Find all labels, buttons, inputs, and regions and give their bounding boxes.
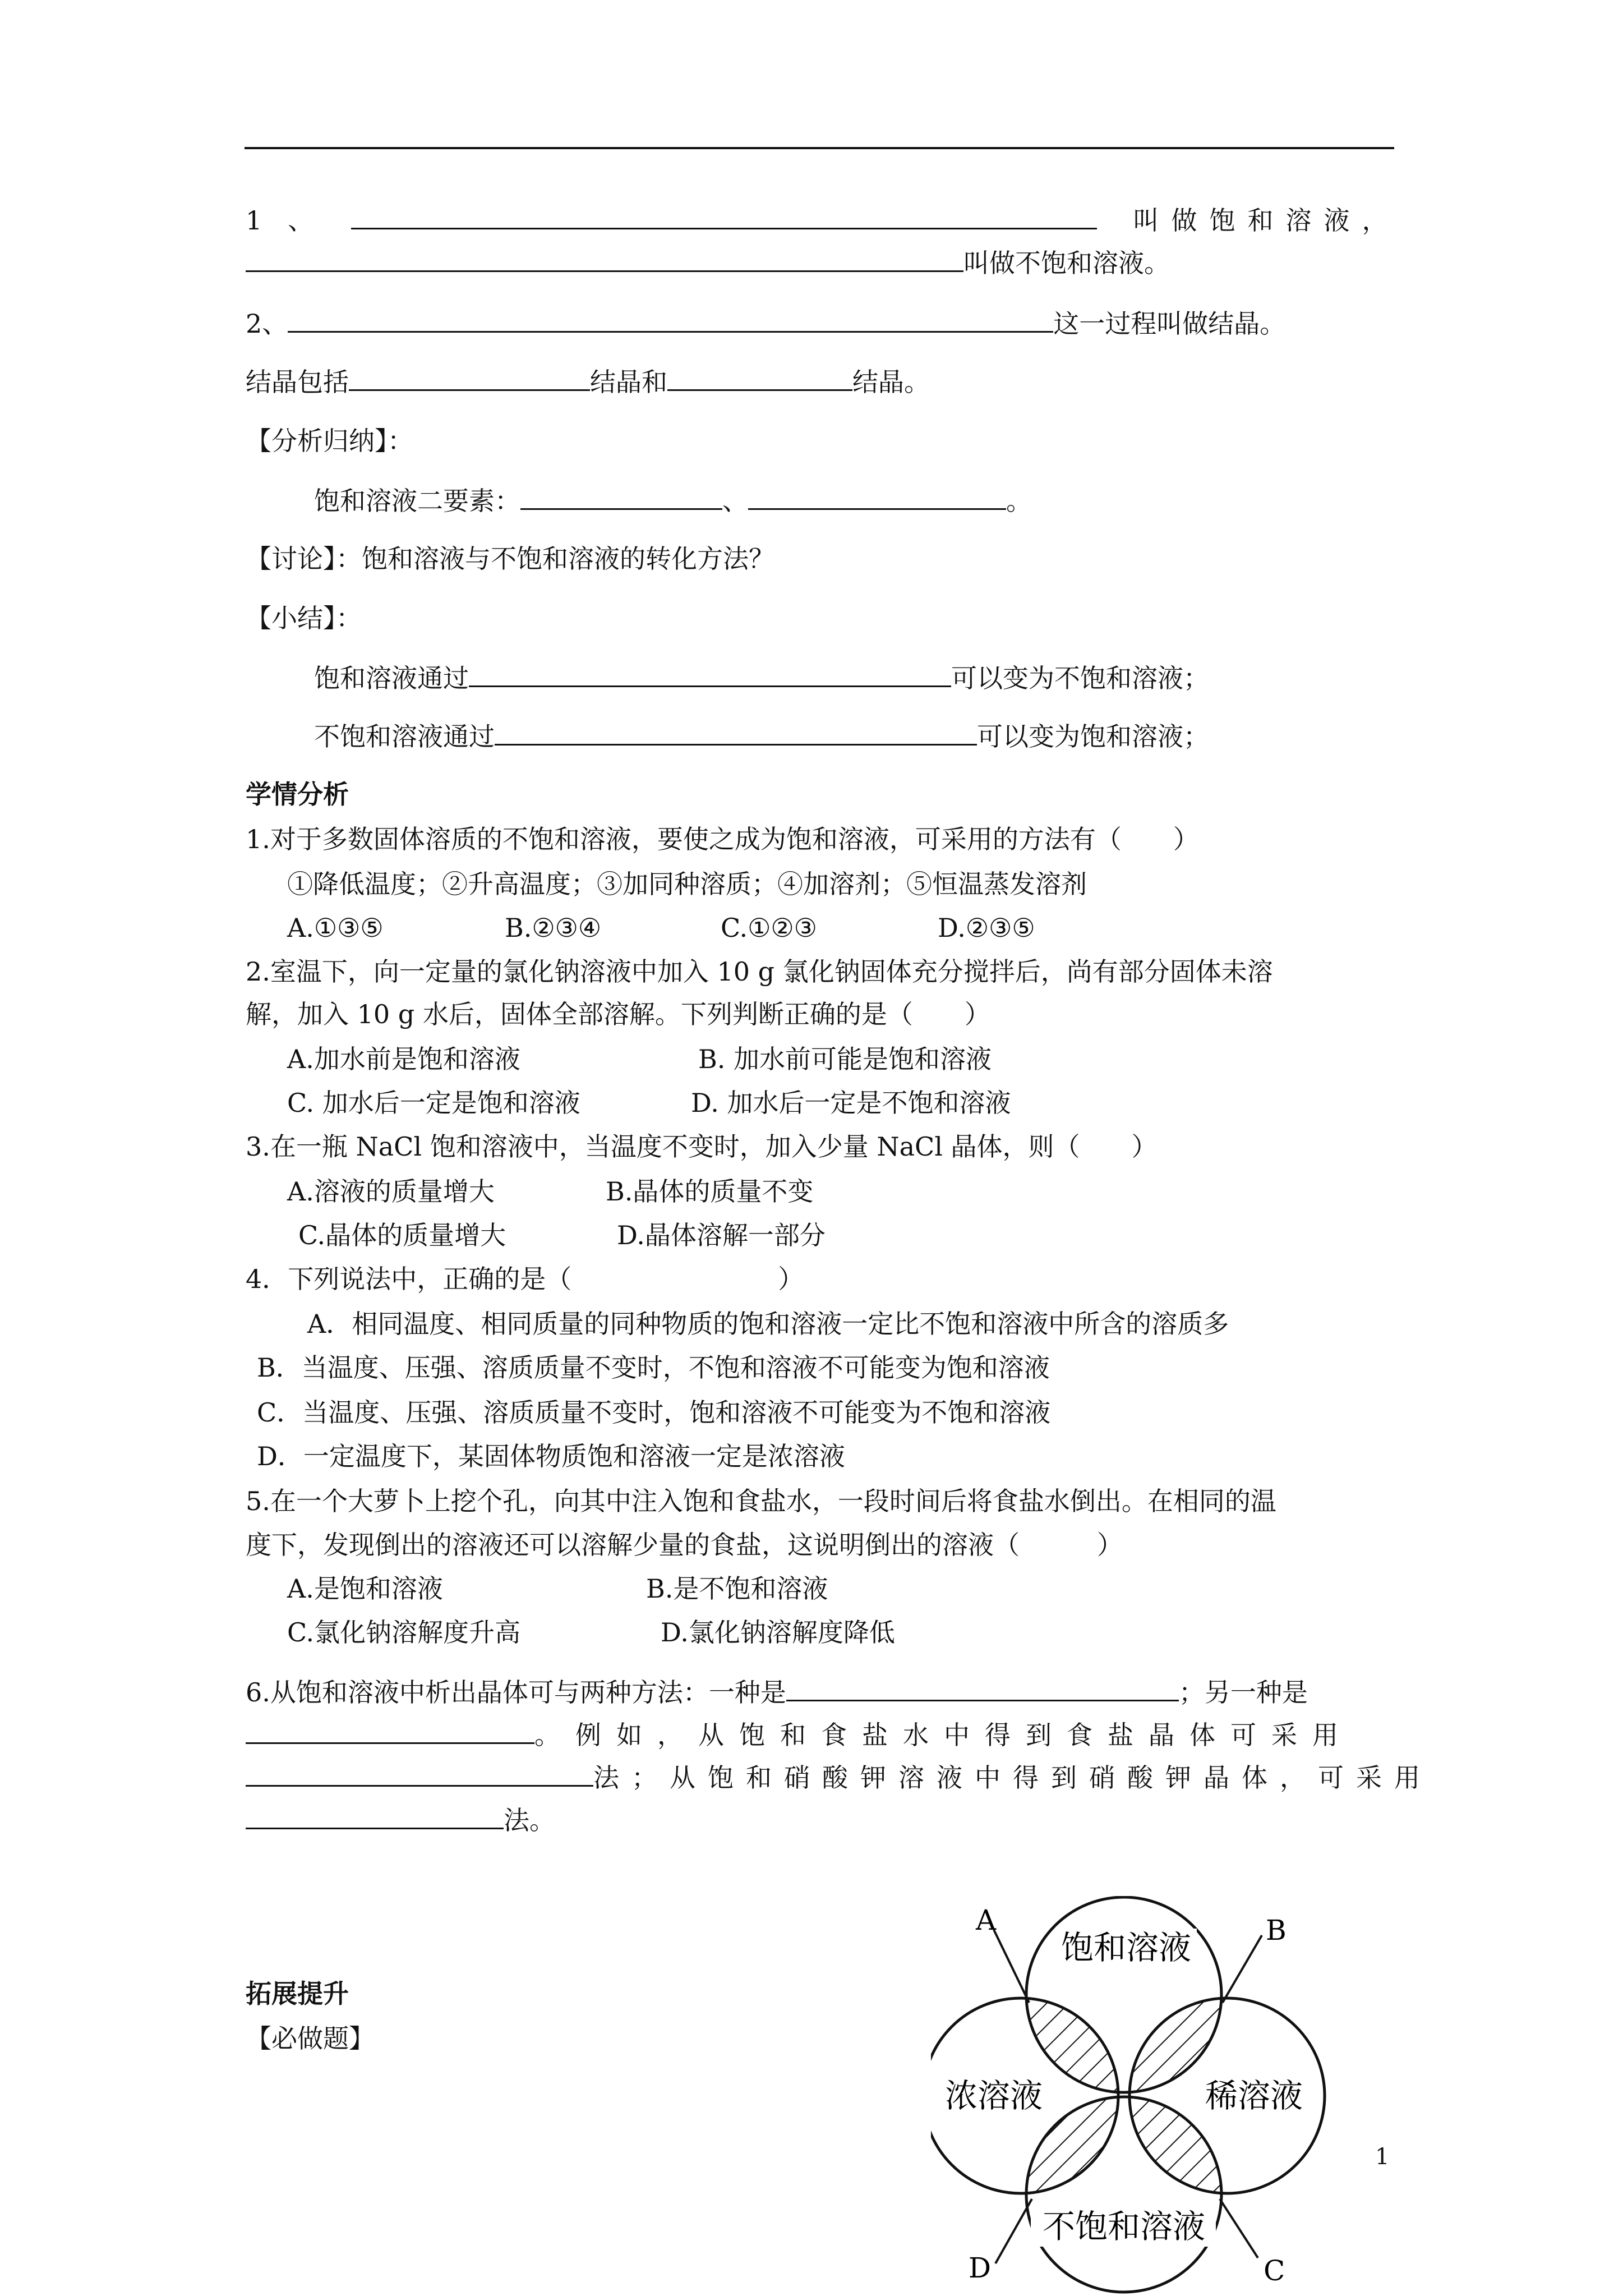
circle-unsaturated (1026, 2097, 1221, 2292)
solution-venn-diagram (931, 1896, 1335, 2296)
q4-option-c: C．当温度、压强、溶质质量不变时，饱和溶液不可能变为不饱和溶液 (257, 1397, 1051, 1428)
q1-question: 1.对于多数固体溶质的不饱和溶液，要使之成为饱和溶液，可采用的方法有（ ） (246, 824, 1199, 854)
tuozhan-title: 拓展提升 (246, 1978, 349, 2009)
q6-line1 (246, 1675, 1308, 1709)
q2-number: 2、 (246, 309, 288, 339)
sum1-text-a: 饱和溶液通过 (314, 663, 469, 693)
point-c: C (1264, 2254, 1285, 2287)
q3-option-c: C.晶体的质量增大 (298, 1220, 506, 1250)
q2-text: 这一过程叫做结晶。 (1053, 309, 1286, 339)
circle-saturated (1026, 1897, 1221, 2092)
q4-option-a: A．相同温度、相同质量的同种物质的饱和溶液一定比不饱和溶液中所含的溶质多 (307, 1309, 1229, 1339)
q5-option-d: D.氯化钠溶解度降低 (661, 1617, 895, 1648)
xueqing-title: 学情分析 (246, 779, 349, 809)
pointer-c (1220, 2199, 1258, 2258)
q1-option-b: B.②③④ (505, 913, 602, 943)
q6-line2 (246, 1718, 1353, 1752)
required-label: 【必做题】 (246, 2023, 375, 2054)
analysis-label: 【分析归纳】： (246, 426, 413, 456)
q1-line1 (246, 203, 1400, 237)
q6-text-c: 。例如，从饱和食盐水中得到食盐晶体可采用 (534, 1720, 1353, 1750)
q6-text-d: 法；从饱和硝酸钾溶液中得到硝酸钾晶体，可采用 (593, 1763, 1432, 1793)
q6-text-b: ；另一种是 (1178, 1677, 1308, 1708)
q5-option-a: A.是饱和溶液 (287, 1573, 443, 1604)
sum2-text-a: 不饱和溶液通过 (314, 721, 495, 752)
elements-blank1 (520, 484, 722, 510)
label-concentrated: 浓溶液 (944, 2077, 1043, 2115)
q3-option-d: D.晶体溶解一部分 (617, 1220, 826, 1250)
label-saturated: 饱和溶液 (1061, 1929, 1192, 1967)
q1-option-d: D.②③⑤ (938, 913, 1035, 943)
q4-option-b: B．当温度、压强、溶质质量不变时，不饱和溶液不可能变为饱和溶液 (257, 1352, 1050, 1383)
q4-question: 4．下列说法中，正确的是（ ） (246, 1264, 804, 1294)
q3-question: 3.在一瓶 NaCl 饱和溶液中，当温度不变时，加入少量 NaCl 晶体，则（ ） (246, 1131, 1158, 1162)
label-unsaturated: 不饱和溶液 (1042, 2207, 1206, 2246)
q2-option-d: D. 加水后一定是不饱和溶液 (691, 1088, 1011, 1118)
q1-option-a: A.①③⑤ (287, 913, 384, 943)
q1-blank2 (246, 246, 963, 272)
summary-line1 (314, 661, 1209, 695)
q2-question-line1: 2.室温下，向一定量的氯化钠溶液中加入 10 g 氯化钠固体充分搅拌后，尚有部分固体未溶 (246, 956, 1273, 987)
q5-question-line1: 5.在一个大萝卜上挖个孔，向其中注入饱和食盐水，一段时间后将食盐水倒出。在相同的温 (246, 1486, 1276, 1516)
point-b: B (1266, 1914, 1287, 1947)
label-dilute: 稀溶液 (1205, 2077, 1303, 2115)
q1-saturated-text: 叫做饱和溶液， (1133, 205, 1400, 236)
q1-number: 1 、 (246, 205, 314, 236)
q1-methods: ①降低温度；②升高温度；③加同种溶质；④加溶剂；⑤恒温蒸发溶剂 (287, 869, 1087, 899)
q6-line3 (246, 1760, 1432, 1795)
crystallization-line (246, 365, 930, 399)
q2-line (246, 306, 1285, 341)
q6-blank4 (246, 1803, 504, 1829)
summary-line2 (314, 719, 1209, 753)
q1-option-c: C.①②③ (721, 913, 817, 943)
pointer-a (994, 1930, 1029, 2003)
pointer-b (1223, 1935, 1262, 2003)
point-d: D (969, 2252, 992, 2284)
q2-option-b: B. 加水前可能是饱和溶液 (698, 1044, 992, 1074)
sum1-text-b: 可以变为不饱和溶液； (951, 663, 1209, 693)
sum1-blank (469, 661, 951, 687)
q2-question-line2: 解，加入 10 g 水后，固体全部溶解。下列判断正确的是（ ） (246, 999, 990, 1029)
elements-line (314, 484, 1032, 518)
q6-text-a: 6.从饱和溶液中析出晶体可与两种方法：一种是 (246, 1677, 786, 1708)
q6-blank1 (786, 1675, 1179, 1701)
header-rule (245, 147, 1394, 149)
cryst-blank2 (667, 365, 852, 391)
sum2-text-b: 可以变为饱和溶液； (977, 721, 1209, 752)
q1-line2 (246, 246, 1170, 280)
sum2-blank (495, 719, 977, 746)
cryst-text-c: 结晶。 (852, 367, 930, 397)
discussion: 【讨论】：饱和溶液与不饱和溶液的转化方法？ (246, 544, 774, 574)
q3-option-a: A.溶液的质量增大 (287, 1176, 495, 1207)
elements-blank2 (748, 484, 1006, 510)
page-number: 1 (1375, 2144, 1390, 2170)
elements-text: 饱和溶液二要素： (314, 486, 520, 516)
q5-question-line2: 度下，发现倒出的溶液还可以溶解少量的食盐，这说明倒出的溶液（ ） (246, 1530, 1123, 1560)
q3-option-b: B.晶体的质量不变 (606, 1176, 814, 1207)
cryst-blank1 (349, 365, 590, 391)
q2-option-c: C. 加水后一定是饱和溶液 (287, 1088, 580, 1118)
q4-option-d: D．一定温度下，某固体物质饱和溶液一定是浓溶液 (257, 1441, 845, 1471)
cryst-text-b: 结晶和 (590, 367, 667, 397)
q5-option-b: B.是不饱和溶液 (646, 1573, 828, 1604)
elements-sep: 、 (722, 486, 748, 516)
q6-blank3 (246, 1760, 593, 1787)
elements-end: 。 (1006, 486, 1032, 516)
q6-text-e: 法。 (504, 1805, 555, 1835)
q2-option-a: A.加水前是饱和溶液 (287, 1044, 520, 1074)
q6-line4 (246, 1803, 555, 1837)
point-a: A (976, 1904, 997, 1936)
q6-blank2 (246, 1718, 534, 1744)
q2-blank (288, 306, 1053, 333)
summary-label: 【小结】： (246, 603, 362, 633)
q1-unsaturated-text: 叫做不饱和溶液。 (963, 248, 1170, 278)
cryst-text-a: 结晶包括 (246, 367, 349, 397)
pointer-d (995, 2199, 1032, 2263)
q5-option-c: C.氯化钠溶解度升高 (287, 1617, 521, 1648)
q1-blank1 (351, 203, 1097, 229)
